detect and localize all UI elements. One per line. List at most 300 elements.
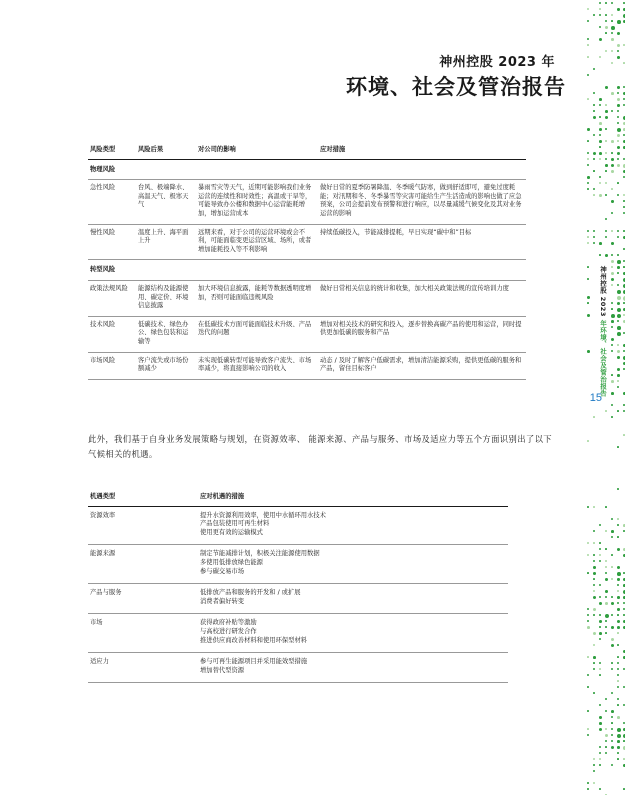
green-dot bbox=[605, 14, 607, 16]
green-dot bbox=[617, 152, 620, 155]
green-dot bbox=[593, 158, 595, 160]
table-row bbox=[88, 506, 508, 545]
green-dot bbox=[593, 506, 595, 508]
green-dot bbox=[599, 716, 602, 719]
green-dot bbox=[587, 734, 589, 736]
green-dot bbox=[605, 614, 609, 618]
green-dot bbox=[593, 560, 595, 562]
green-dot bbox=[617, 326, 621, 330]
green-dot bbox=[605, 236, 607, 238]
table-row bbox=[88, 614, 508, 653]
green-dot bbox=[617, 674, 619, 676]
green-dot bbox=[617, 194, 619, 196]
header-opportunity-type: 机遇类型 bbox=[88, 490, 198, 506]
green-dot bbox=[587, 608, 589, 610]
measure-item: 推进供应商改善材料和使用环保型材料 bbox=[200, 636, 308, 644]
green-dot bbox=[593, 134, 595, 136]
risk-type: 技术风险 bbox=[88, 316, 136, 352]
green-dot bbox=[593, 662, 595, 664]
green-dot bbox=[599, 122, 602, 125]
green-dot bbox=[611, 350, 613, 352]
green-dot bbox=[611, 614, 613, 616]
green-dot bbox=[593, 188, 595, 190]
green-dot bbox=[617, 134, 620, 137]
green-dot bbox=[623, 758, 625, 760]
green-dot bbox=[617, 314, 621, 318]
green-dot bbox=[617, 566, 620, 569]
green-dot bbox=[617, 308, 621, 312]
green-dot bbox=[617, 548, 620, 551]
green-dot bbox=[611, 170, 614, 173]
green-dot bbox=[605, 740, 607, 742]
green-dot bbox=[611, 722, 613, 724]
green-dot bbox=[587, 182, 589, 184]
climate-risk-table bbox=[88, 143, 526, 380]
green-dot bbox=[599, 596, 601, 598]
green-dot bbox=[599, 524, 601, 526]
green-dot bbox=[611, 662, 613, 664]
green-dot bbox=[599, 98, 602, 101]
green-dot bbox=[599, 620, 602, 623]
green-dot bbox=[611, 212, 613, 214]
risk-impact: 未实现低碳转型可能导致客户流失、市场率减少，将直接影响公司的收入 bbox=[196, 352, 318, 379]
risk-impact: 加大环境信息披露，能耗等数据透明度增加，否则可能面临违规风险 bbox=[196, 280, 318, 316]
green-dot bbox=[593, 194, 595, 196]
green-dot bbox=[605, 170, 607, 172]
green-dot bbox=[605, 182, 607, 184]
green-dot bbox=[611, 188, 613, 190]
green-dot bbox=[593, 758, 595, 760]
green-dot bbox=[611, 260, 614, 263]
green-dot bbox=[611, 518, 613, 520]
green-dot bbox=[611, 14, 613, 16]
green-dot bbox=[593, 554, 595, 556]
green-dot bbox=[611, 404, 613, 406]
group-label: 转型风险 bbox=[88, 260, 526, 281]
green-dot bbox=[593, 542, 595, 544]
green-dot bbox=[587, 74, 589, 76]
green-dot bbox=[617, 230, 619, 232]
green-dot bbox=[593, 116, 596, 119]
green-dot bbox=[617, 182, 619, 184]
green-dot bbox=[587, 554, 589, 556]
green-dot bbox=[617, 488, 619, 490]
green-dot bbox=[617, 368, 620, 371]
green-dot bbox=[605, 128, 607, 130]
green-dot bbox=[611, 2, 613, 4]
green-dot bbox=[593, 92, 595, 94]
green-dot bbox=[617, 164, 620, 167]
green-dot bbox=[593, 614, 595, 616]
table-row bbox=[88, 545, 508, 584]
green-dot bbox=[599, 602, 602, 605]
opportunity-table-header bbox=[88, 490, 508, 506]
green-dot bbox=[605, 26, 608, 29]
green-dot bbox=[611, 20, 613, 22]
green-dot bbox=[587, 626, 590, 629]
green-dot bbox=[617, 236, 619, 238]
green-dot bbox=[587, 38, 589, 40]
measure-item: 消费者偏好转变 bbox=[200, 597, 245, 605]
green-dot bbox=[587, 158, 589, 160]
opportunity-type: 市场 bbox=[88, 614, 198, 653]
green-dot bbox=[617, 446, 619, 448]
green-dot bbox=[617, 146, 620, 149]
green-dot bbox=[599, 26, 601, 28]
green-dot bbox=[611, 740, 613, 742]
green-dot bbox=[623, 788, 625, 790]
measure-item: 参与可再生能源项目并采用能效型措施 bbox=[200, 658, 308, 666]
green-dot bbox=[623, 248, 625, 250]
green-dot bbox=[605, 104, 607, 106]
opportunity-type: 产品与服务 bbox=[88, 584, 198, 614]
green-dot bbox=[599, 638, 601, 640]
header-measures: 应对机遇的措施 bbox=[198, 490, 508, 506]
green-dot bbox=[599, 560, 601, 562]
green-dot bbox=[617, 290, 621, 294]
green-dot bbox=[623, 44, 625, 46]
green-dot bbox=[593, 530, 595, 532]
green-dot bbox=[617, 590, 619, 592]
green-dot bbox=[611, 710, 614, 713]
risk-table-header bbox=[88, 143, 526, 159]
green-dot bbox=[623, 404, 625, 406]
green-dot bbox=[623, 200, 625, 202]
green-dot bbox=[611, 140, 614, 143]
green-dot bbox=[599, 614, 601, 616]
green-dot bbox=[617, 410, 619, 412]
green-dot bbox=[611, 308, 613, 310]
green-dot bbox=[587, 56, 589, 58]
table-row bbox=[88, 224, 526, 260]
green-dot bbox=[605, 626, 607, 628]
green-dot bbox=[611, 158, 614, 161]
header-risk-consequence: 风险后果 bbox=[136, 143, 196, 159]
green-dot bbox=[605, 752, 607, 754]
risk-response: 动态 / 及时了解客户低碳需求，增加清洁能源采购，提供更低碳的服务和产品，留住目标客户 bbox=[318, 352, 526, 379]
table-row bbox=[88, 653, 508, 683]
green-dot bbox=[617, 272, 619, 274]
table-row bbox=[88, 584, 508, 614]
group-label: 物理风险 bbox=[88, 159, 526, 180]
green-dot bbox=[587, 188, 589, 190]
green-dot bbox=[587, 542, 589, 544]
green-dot bbox=[611, 26, 615, 30]
green-dot bbox=[593, 632, 596, 635]
green-dot bbox=[587, 782, 589, 784]
green-dot bbox=[599, 104, 601, 106]
green-dot bbox=[611, 62, 613, 64]
green-dot bbox=[605, 20, 607, 22]
report-title: 环境、社会及管治报告 bbox=[346, 75, 566, 99]
green-dot bbox=[587, 164, 589, 166]
measure-item: 提升水资源利用效率，使用中水循环用水技术 bbox=[200, 511, 326, 519]
green-dot bbox=[617, 728, 621, 732]
green-dot bbox=[617, 716, 620, 719]
green-dot bbox=[593, 608, 596, 611]
side-report: 年环境、社会及管治报告 bbox=[599, 319, 607, 397]
green-dot bbox=[611, 344, 613, 346]
risk-impact: 远期来看，对于公司的运营环境或会不利，可能面临变更运营区域、场所，或者增加能耗投入等不利影响 bbox=[196, 224, 318, 260]
green-dot bbox=[605, 140, 607, 142]
green-dot bbox=[617, 380, 619, 382]
green-dot bbox=[623, 266, 625, 268]
green-dot bbox=[599, 722, 602, 725]
green-dot bbox=[599, 14, 601, 16]
green-dot bbox=[587, 506, 589, 508]
green-dot bbox=[599, 134, 601, 136]
green-dot bbox=[611, 392, 614, 395]
measure-item: 获得政府补贴等激励 bbox=[200, 619, 257, 627]
green-dot bbox=[611, 92, 614, 95]
green-dot bbox=[611, 638, 614, 641]
green-dot bbox=[587, 674, 589, 676]
green-dot bbox=[587, 278, 589, 280]
risk-type: 政策法规风险 bbox=[88, 280, 136, 316]
measure-item: 与高校进行研发合作 bbox=[200, 627, 257, 635]
risk-consequence: 低碳技术、绿色办公、绿色包装和运输等 bbox=[136, 316, 196, 352]
green-dot bbox=[611, 764, 613, 766]
opportunity-measures bbox=[198, 614, 508, 653]
green-dot bbox=[617, 122, 619, 124]
green-dot bbox=[587, 8, 589, 10]
green-dot bbox=[611, 626, 614, 629]
opportunity-measures bbox=[198, 584, 508, 614]
group-row bbox=[88, 260, 526, 281]
green-dot bbox=[617, 296, 621, 300]
green-dot bbox=[617, 128, 621, 132]
opportunity-intro-paragraph: 此外，我们基于自身业务发展策略与规划，在资源效率、 能源来源、产品与服务、市场及适应力等五个方面识别出了以下气候相关的机遇。 bbox=[88, 434, 552, 459]
green-dot bbox=[611, 734, 613, 736]
risk-type: 市场风险 bbox=[88, 352, 136, 379]
green-dot bbox=[611, 38, 614, 41]
green-dot bbox=[617, 56, 620, 59]
opportunity-type: 适应力 bbox=[88, 653, 198, 683]
green-dot bbox=[617, 656, 619, 658]
green-dot bbox=[593, 230, 595, 232]
green-dot bbox=[593, 68, 595, 70]
green-dot bbox=[623, 614, 625, 616]
green-dot bbox=[617, 602, 619, 604]
table-row bbox=[88, 352, 526, 379]
green-dot bbox=[617, 92, 619, 94]
green-dot bbox=[593, 596, 596, 599]
green-dot bbox=[605, 620, 607, 622]
green-dot bbox=[617, 356, 620, 359]
table-row bbox=[88, 180, 526, 224]
green-dot bbox=[593, 590, 595, 592]
green-dot bbox=[587, 152, 589, 154]
green-dot bbox=[611, 152, 613, 154]
green-dot bbox=[617, 698, 619, 700]
green-dot bbox=[617, 524, 619, 526]
green-dot bbox=[617, 584, 619, 586]
green-dot bbox=[587, 656, 589, 658]
green-dot bbox=[611, 50, 613, 52]
green-dot bbox=[617, 110, 619, 112]
green-dot bbox=[587, 620, 589, 622]
green-dot bbox=[605, 734, 608, 737]
green-dot bbox=[605, 548, 607, 550]
green-dot bbox=[599, 704, 601, 706]
green-dot bbox=[611, 554, 613, 556]
green-dot bbox=[623, 740, 625, 742]
green-dot bbox=[605, 698, 607, 700]
green-dot bbox=[611, 668, 613, 670]
side-company: 神州控股 bbox=[599, 266, 607, 294]
green-dot bbox=[599, 728, 602, 731]
header-response: 应对措施 bbox=[318, 143, 526, 159]
risk-impact: 暴雨雪灾等天气，近期可能影响我们业务运营的连续性和时效性；高温或干旱等，可能导致办公楼和数据中心运营能耗增加，增加运营成本 bbox=[196, 180, 318, 224]
green-dot bbox=[605, 86, 608, 89]
green-dot bbox=[605, 596, 607, 598]
green-dot bbox=[587, 128, 590, 131]
green-dot bbox=[623, 62, 625, 64]
green-dot bbox=[605, 410, 607, 412]
green-dot bbox=[611, 716, 613, 718]
green-dot bbox=[599, 140, 602, 143]
green-dot bbox=[617, 536, 619, 538]
green-dot bbox=[617, 332, 621, 336]
green-dot bbox=[599, 626, 601, 628]
green-dot bbox=[617, 8, 620, 11]
green-dot bbox=[611, 32, 613, 34]
green-dot bbox=[617, 104, 620, 107]
green-dot bbox=[617, 752, 619, 754]
green-dot bbox=[617, 626, 620, 629]
green-dot bbox=[611, 578, 613, 580]
green-dot bbox=[593, 578, 595, 580]
risk-response: 做好日常的夏季防暑降温、冬季暖气防寒，做到舒适即可，避免过度耗能；对汛期和冬、冬季暴雪等灾害可能给生产生活造成的影响也做了应急预案，公司会提前发布预警和进行响应，以尽量减缓气候变化及其对业务运营的影响 bbox=[318, 180, 526, 224]
green-dot bbox=[587, 230, 589, 232]
green-dot bbox=[617, 254, 619, 256]
green-dot bbox=[587, 614, 589, 616]
green-dot bbox=[617, 620, 620, 623]
risk-consequence: 能源结构及能源使用、碳定价、环境信息披露 bbox=[136, 280, 196, 316]
green-dot bbox=[611, 530, 614, 533]
opportunity-measures bbox=[198, 506, 508, 545]
green-dot bbox=[593, 656, 596, 659]
green-dot bbox=[599, 674, 601, 676]
green-dot bbox=[599, 128, 602, 131]
green-dot bbox=[599, 764, 601, 766]
measure-item: 产品包装使用可再生材料 bbox=[200, 520, 270, 528]
green-dot bbox=[605, 164, 608, 167]
green-dot bbox=[617, 20, 621, 24]
green-dot bbox=[599, 542, 601, 544]
measure-item: 使用更有效的运输模式 bbox=[200, 528, 263, 536]
measure-item: 增加替代型资源 bbox=[200, 666, 245, 674]
green-dot bbox=[611, 746, 614, 749]
green-dot bbox=[617, 662, 619, 664]
green-dot bbox=[611, 566, 613, 568]
green-dot bbox=[611, 320, 614, 323]
green-dot bbox=[599, 254, 601, 256]
green-dot bbox=[611, 380, 614, 383]
green-dot bbox=[587, 710, 589, 712]
measure-item: 低排放产品和服务的开发和 / 或扩展 bbox=[200, 589, 301, 597]
green-dot bbox=[617, 704, 619, 706]
green-dot bbox=[611, 326, 613, 328]
green-dot bbox=[605, 116, 608, 119]
green-dot bbox=[605, 710, 607, 712]
green-dot bbox=[605, 728, 607, 730]
green-dot bbox=[605, 560, 607, 562]
green-dot bbox=[599, 758, 601, 760]
green-dot bbox=[617, 596, 620, 599]
green-dot bbox=[599, 584, 601, 586]
green-dot bbox=[617, 44, 620, 47]
green-dot bbox=[611, 110, 613, 112]
side-year: 2023 bbox=[599, 296, 607, 317]
table-row bbox=[88, 280, 526, 316]
green-dot bbox=[587, 296, 590, 299]
green-dot bbox=[587, 176, 590, 179]
green-dot bbox=[593, 110, 595, 112]
green-dot bbox=[617, 302, 620, 305]
green-dot bbox=[611, 164, 614, 167]
green-dot bbox=[587, 44, 589, 46]
risk-consequence: 台风、极端降水、高温天气、极寒天气 bbox=[136, 180, 196, 224]
green-dot bbox=[599, 56, 601, 58]
green-dot bbox=[605, 590, 608, 593]
green-dot bbox=[587, 440, 589, 442]
green-dot bbox=[617, 608, 620, 611]
green-dot bbox=[599, 242, 602, 245]
green-dot bbox=[617, 680, 619, 682]
green-dot bbox=[617, 344, 619, 346]
opportunity-type: 能源来源 bbox=[88, 545, 198, 584]
green-dot bbox=[593, 14, 595, 16]
green-dot bbox=[605, 530, 607, 532]
green-dot bbox=[611, 272, 614, 275]
risk-consequence: 客户流失或市场份额减少 bbox=[136, 352, 196, 379]
risk-type: 急性风险 bbox=[88, 180, 136, 224]
green-dot bbox=[605, 2, 607, 4]
green-dot bbox=[593, 242, 595, 244]
green-dot bbox=[617, 686, 619, 688]
green-dot bbox=[617, 578, 620, 581]
green-dot bbox=[605, 578, 608, 581]
green-dot bbox=[617, 632, 619, 634]
green-dot bbox=[587, 728, 589, 730]
green-dot bbox=[599, 548, 601, 550]
green-dot bbox=[605, 110, 608, 113]
green-dot bbox=[611, 644, 614, 647]
green-dot bbox=[623, 302, 625, 304]
green-dot bbox=[599, 746, 601, 748]
green-dot bbox=[611, 266, 613, 268]
risk-response: 增加对相关技术的研究和投入，逐步替换高碳产品的使用和运营，同时提供更加低碳的服务和产品 bbox=[318, 316, 526, 352]
green-dot bbox=[611, 254, 613, 256]
green-dot bbox=[617, 98, 620, 101]
green-dot bbox=[611, 536, 613, 538]
green-dot bbox=[599, 752, 601, 754]
opportunity-type: 资源效率 bbox=[88, 506, 198, 545]
green-dot bbox=[617, 140, 619, 142]
green-dot bbox=[593, 566, 596, 569]
green-dot bbox=[599, 182, 601, 184]
green-dot bbox=[617, 668, 619, 670]
green-dot bbox=[617, 260, 621, 264]
green-dot bbox=[617, 386, 619, 388]
green-dot bbox=[587, 302, 589, 304]
green-dot bbox=[599, 176, 601, 178]
green-dot bbox=[605, 746, 607, 748]
risk-response: 持续低碳投入，节能减排提耗，早日实现“碳中和”目标 bbox=[318, 224, 526, 260]
green-dot bbox=[593, 692, 595, 694]
green-dot bbox=[593, 764, 595, 766]
